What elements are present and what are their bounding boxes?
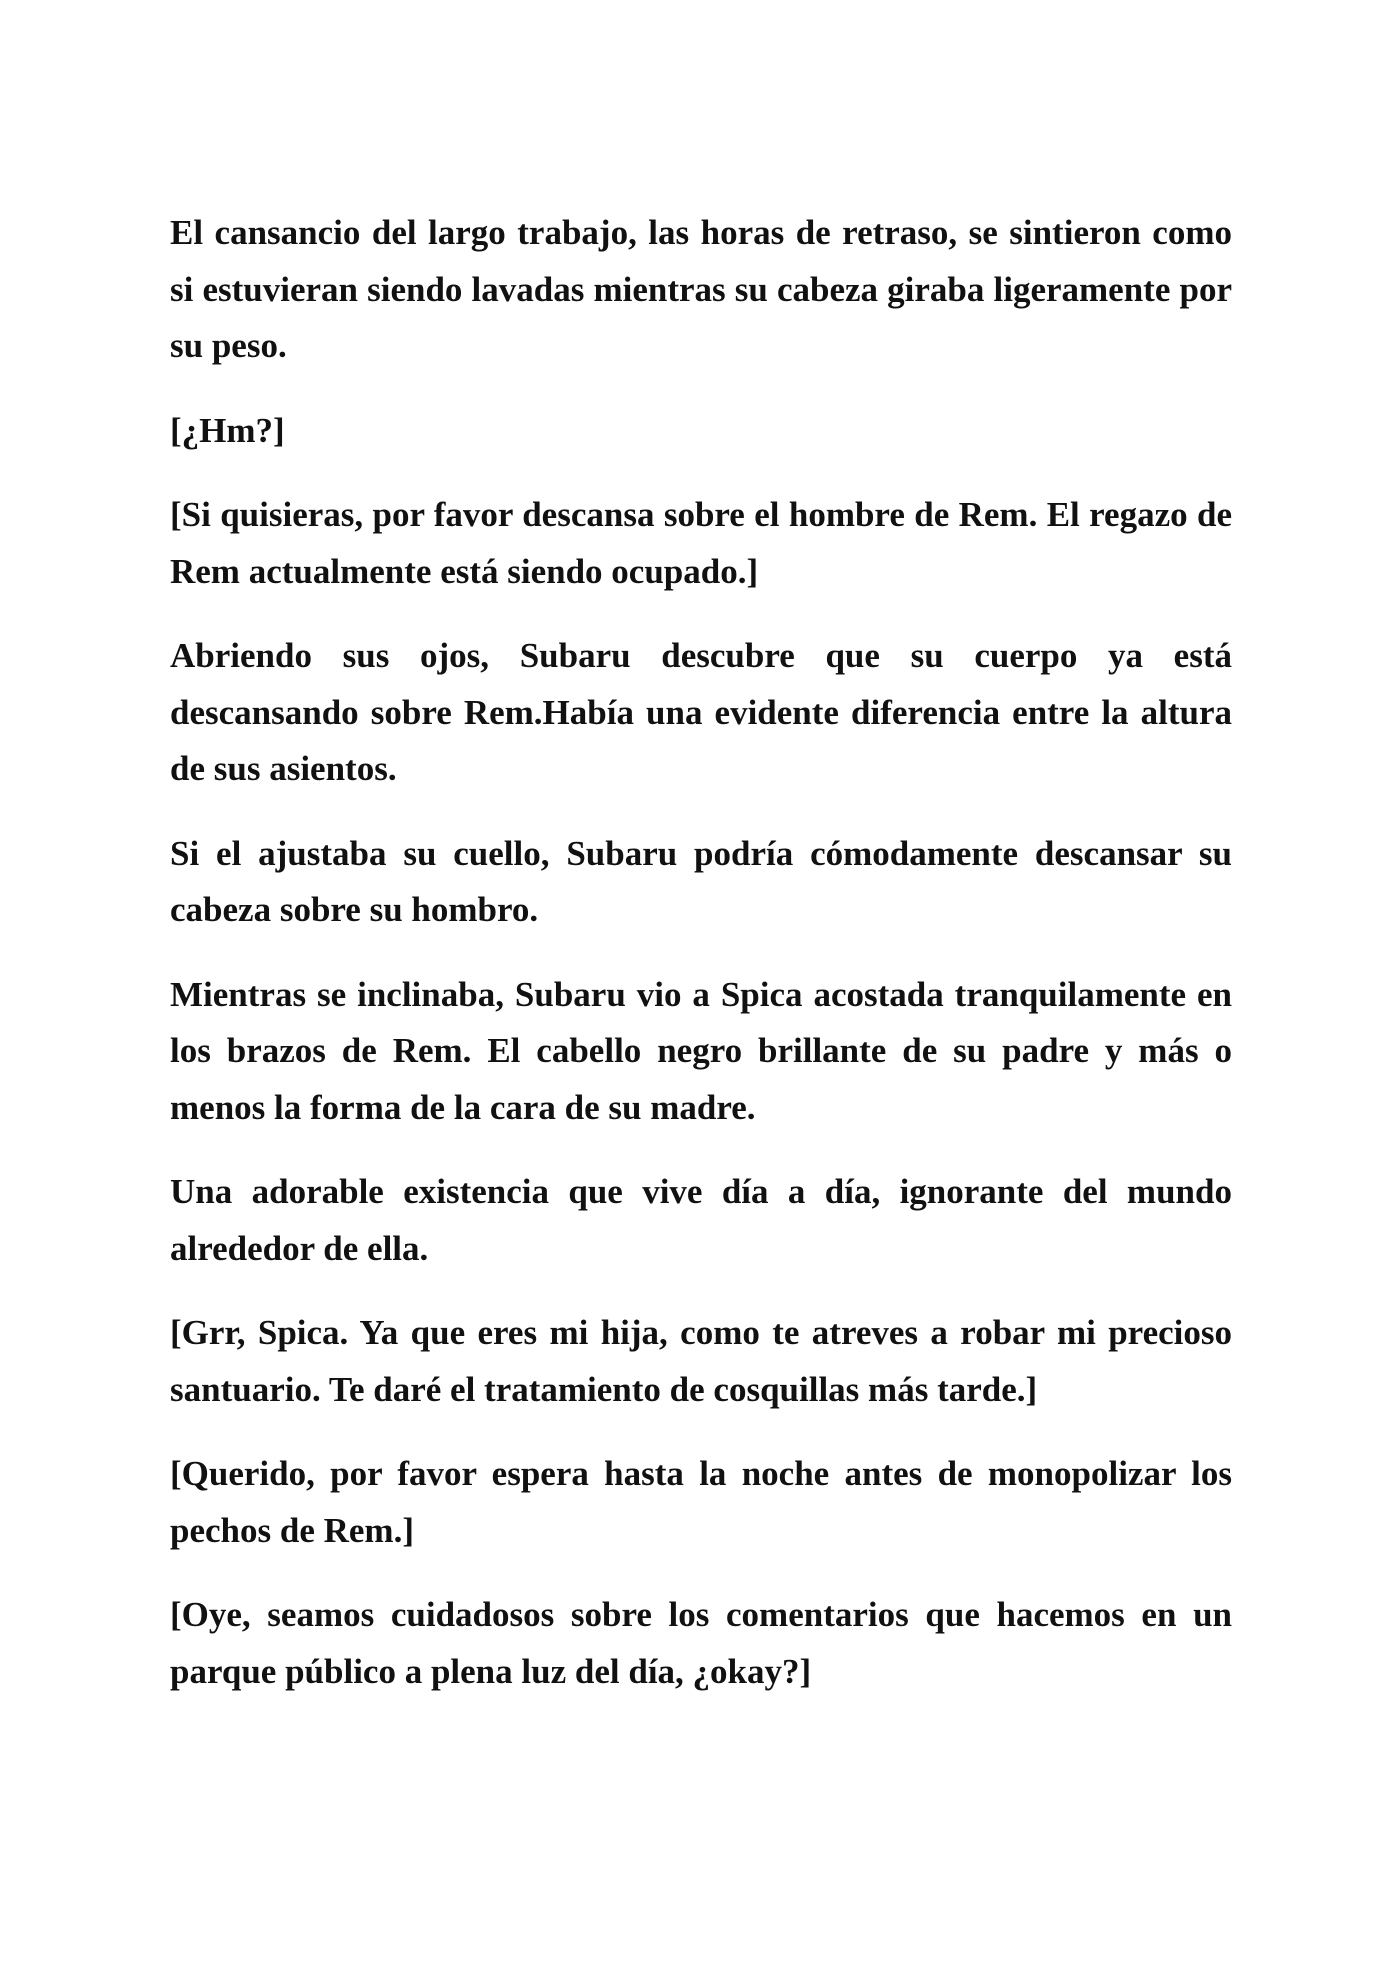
paragraph: [Grr, Spica. Ya que eres mi hija, como te atreves a robar mi precioso santuario. Te daré el tratamiento de cosquillas más tarde.]: [170, 1313, 1232, 1409]
paragraph: Si el ajustaba su cuello, Subaru podría cómodamente descansar su cabeza sobre su hombro.: [170, 833, 1232, 929]
document-body: [170, 205, 1232, 1728]
paragraph: [Si quisieras, por favor descansa sobre el hombre de Rem. El regazo de Rem actualmente está siendo ocupado.]: [170, 495, 1232, 591]
paragraph: El cansancio del largo trabajo, las horas de retraso, se sintieron como si estuvieran siendo lavadas mientras su cabeza giraba ligeramente por su peso.: [170, 213, 1232, 365]
paragraph: Una adorable existencia que vive día a día, ignorante del mundo alrededor de ella.: [170, 1172, 1232, 1268]
paragraph: Abriendo sus ojos, Subaru descubre que su cuerpo ya está descansando sobre Rem.Había una evidente diferencia entre la altura de sus asientos.: [170, 636, 1232, 788]
paragraph: [Querido, por favor espera hasta la noche antes de monopolizar los pechos de Rem.]: [170, 1454, 1232, 1550]
paragraph: [Oye, seamos cuidadosos sobre los comentarios que hacemos en un parque público a plena luz del día, ¿okay?]: [170, 1595, 1232, 1691]
paragraph: [¿Hm?]: [170, 410, 285, 450]
paragraph: Mientras se inclinaba, Subaru vio a Spica acostada tranquilamente en los brazos de Rem. El cabello negro brillante de su padre y más o menos la forma de la cara de su madre.: [170, 974, 1232, 1127]
